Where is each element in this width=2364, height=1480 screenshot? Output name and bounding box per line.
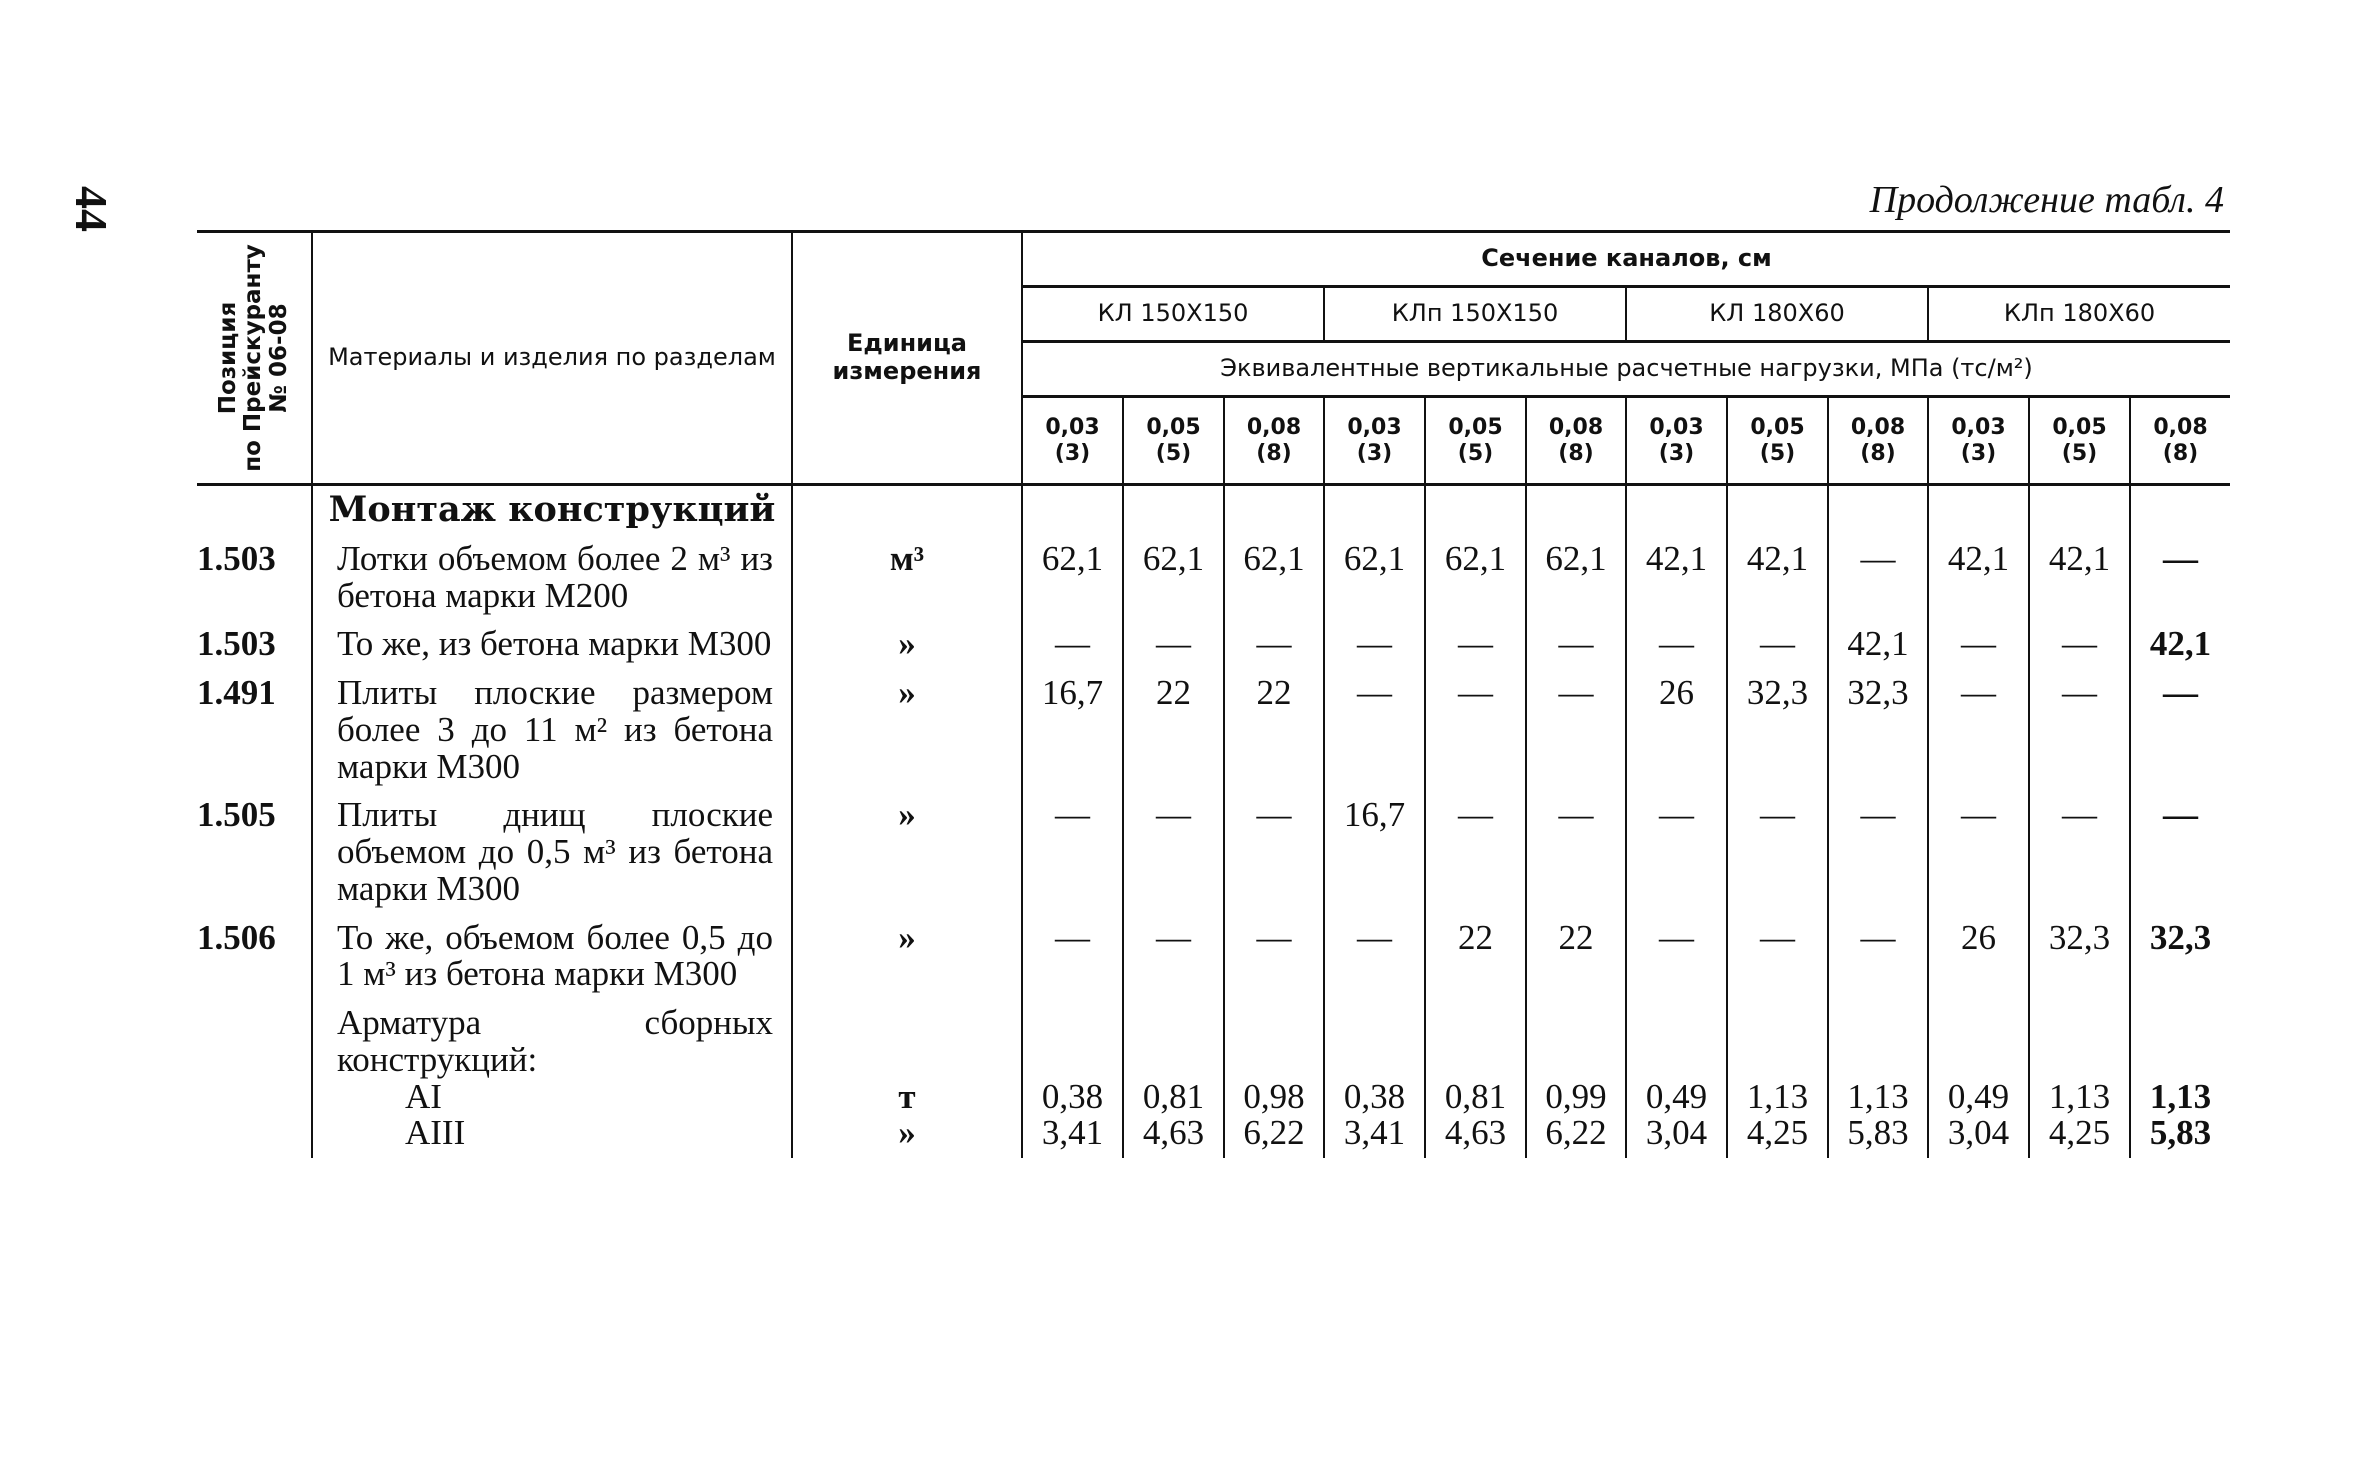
unit-cell: »	[792, 791, 1022, 913]
value-cell: 22	[1425, 914, 1526, 1000]
load-mpa: 0,08	[1548, 415, 1604, 441]
load-value-header	[1123, 397, 1224, 485]
armature-value-cell	[1425, 999, 1526, 1158]
load-mpa: 0,03	[1649, 415, 1704, 441]
channel-type-header: КЛ 180X60	[1626, 287, 1928, 342]
armature-value: 0,38	[1343, 1076, 1406, 1116]
value-cell: 26	[1626, 669, 1727, 791]
value-cell: —	[1727, 791, 1828, 913]
load-value-header	[1727, 397, 1828, 485]
loads-header: Эквивалентные вертикальные расчетные нагрузки, МПа (тс/м²)	[1022, 342, 2230, 397]
load-value-header	[1828, 397, 1928, 485]
table-row	[197, 535, 2230, 621]
materials-table	[197, 230, 2230, 1158]
value-cell: —	[1425, 791, 1526, 913]
load-tc: (3)	[1960, 440, 1997, 466]
value-cell: —	[1324, 620, 1425, 669]
value-cell: 42,1	[2029, 535, 2130, 621]
value-cell: —	[1626, 914, 1727, 1000]
value-cell: —	[1123, 620, 1224, 669]
materials-header: Материалы и изделия по разделам	[312, 232, 792, 485]
value-cell: 32,3	[1727, 669, 1828, 791]
material-description: Плиты плоские размером более 3 до 11 м² из бетона марки М300	[312, 669, 792, 791]
value-cell: 42,1	[1828, 620, 1928, 669]
armature-value: 4,63	[1444, 1113, 1507, 1153]
value-cell: 62,1	[1324, 535, 1425, 621]
armature-value: 6,22	[1243, 1113, 1305, 1153]
value-cell: —	[1828, 914, 1928, 1000]
table-row	[197, 669, 2230, 791]
value-cell: 26	[1928, 914, 2029, 1000]
load-mpa: 0,08	[2153, 415, 2208, 441]
channel-section-header: Сечение каналов, см	[1022, 232, 2230, 287]
load-tc: (8)	[1558, 440, 1594, 466]
armature-item-name: AIII	[405, 1113, 466, 1153]
position-code: 1.503	[197, 624, 276, 664]
position-code: 1.503	[197, 538, 276, 578]
material-description: То же, из бетона марки М300	[312, 620, 792, 669]
load-mpa: 0,08	[1246, 415, 1302, 441]
load-value-header	[1928, 397, 2029, 485]
load-mpa: 0,08	[1850, 415, 1906, 441]
material-description: Плиты днищ плоские объемом до 0,5 м³ из бетона марки М300	[312, 791, 792, 913]
armature-value: 5,83	[1847, 1113, 1909, 1153]
load-mpa: 0,03	[1347, 415, 1402, 441]
value-cell: —	[1123, 914, 1224, 1000]
value-cell: —	[1224, 914, 1324, 1000]
value-cell: 16,7	[1324, 791, 1425, 913]
value-cell: —	[1928, 669, 2029, 791]
load-value-header	[2029, 397, 2130, 485]
armature-value: 3,41	[1343, 1113, 1406, 1153]
channel-type-header: КЛп 180X60	[1928, 287, 2230, 342]
load-tc: (8)	[1860, 440, 1896, 466]
value-cell: 62,1	[1526, 535, 1626, 621]
armature-value-cell	[1324, 999, 1425, 1158]
armature-value-cell	[1526, 999, 1626, 1158]
position-code: 1.505	[197, 795, 276, 835]
armature-value: 4,25	[1746, 1113, 1809, 1153]
armature-value-cell	[2029, 999, 2130, 1158]
load-tc: (5)	[2061, 440, 2098, 466]
load-tc: (3)	[1054, 440, 1091, 466]
position-header-line: Позиция	[215, 301, 242, 415]
armature-value: 0,49	[1645, 1076, 1708, 1116]
load-tc: (5)	[1759, 440, 1796, 466]
load-value-header	[1324, 397, 1425, 485]
value-cell: 32,3	[2029, 914, 2130, 1000]
armature-row	[197, 999, 2230, 1158]
unit-cell: »	[792, 914, 1022, 1000]
armature-value: 1,13	[2048, 1076, 2111, 1116]
position-header-line: по Прейскуранту	[240, 244, 267, 472]
armature-value: 3,41	[1041, 1113, 1104, 1153]
value-cell: —	[1022, 914, 1123, 1000]
position-code: 1.491	[197, 673, 276, 712]
load-mpa: 0,05	[1146, 415, 1201, 441]
armature-value: 1,13	[2149, 1076, 2212, 1116]
value-cell: —	[1526, 669, 1626, 791]
load-mpa: 0,05	[1448, 415, 1503, 441]
value-cell: —	[1324, 669, 1425, 791]
armature-value-cell	[1928, 999, 2029, 1158]
armature-value: 0,38	[1041, 1076, 1104, 1116]
load-value-header	[1526, 397, 1626, 485]
load-tc: (8)	[1256, 440, 1292, 466]
value-cell: —	[2029, 669, 2130, 791]
armature-value: 3,04	[1645, 1113, 1708, 1153]
value-cell: —	[1425, 669, 1526, 791]
channel-type-header: КЛп 150X150	[1324, 287, 1626, 342]
value-cell: —	[2130, 791, 2230, 913]
value-cell: —	[1828, 535, 1928, 621]
value-cell: 22	[1224, 669, 1324, 791]
value-cell: —	[1626, 791, 1727, 913]
load-value-header	[2130, 397, 2230, 485]
position-code: 1.506	[197, 917, 276, 957]
armature-value-cell	[1626, 999, 1727, 1158]
load-mpa: 0,03	[1045, 415, 1100, 441]
armature-value: 4,63	[1142, 1113, 1205, 1153]
value-cell: —	[1022, 620, 1123, 669]
value-cell: —	[1123, 791, 1224, 913]
unit-cell: »	[792, 620, 1022, 669]
armature-value: 1,13	[1746, 1076, 1809, 1116]
table-header	[197, 232, 2230, 485]
value-cell: —	[1928, 620, 2029, 669]
value-cell: 42,1	[1626, 535, 1727, 621]
load-value-header	[1022, 397, 1123, 485]
value-cell: —	[1727, 620, 1828, 669]
armature-unit: т	[898, 1076, 916, 1116]
value-cell: —	[1022, 791, 1123, 913]
armature-value-cell	[1123, 999, 1224, 1158]
value-cell: 62,1	[1425, 535, 1526, 621]
channel-type-header: КЛ 150X150	[1022, 287, 1324, 342]
armature-value: 0,81	[1142, 1076, 1205, 1116]
armature-value: 6,22	[1545, 1113, 1607, 1153]
value-cell: —	[1425, 620, 1526, 669]
value-cell: 42,1	[1727, 535, 1828, 621]
value-cell: —	[1526, 791, 1626, 913]
value-cell: 62,1	[1224, 535, 1324, 621]
value-cell: 22	[1526, 914, 1626, 1000]
value-cell: —	[1626, 620, 1727, 669]
armature-value: 0,98	[1243, 1076, 1305, 1116]
armature-unit: »	[898, 1113, 916, 1153]
value-cell: —	[1224, 620, 1324, 669]
value-cell: —	[1224, 791, 1324, 913]
material-description: То же, объемом более 0,5 до 1 м³ из бетона марки М300	[312, 914, 792, 1000]
load-mpa: 0,05	[2052, 415, 2107, 441]
section-title: Монтаж конструкций	[312, 485, 792, 535]
value-cell: 42,1	[1928, 535, 2029, 621]
unit-cell: »	[792, 669, 1022, 791]
material-description: Лотки объемом более 2 м³ из бетона марки М200	[312, 535, 792, 621]
load-tc: (5)	[1457, 440, 1494, 466]
load-mpa: 0,05	[1750, 415, 1805, 441]
armature-item-name: AI	[405, 1076, 442, 1116]
value-cell: —	[2130, 535, 2230, 621]
position-header-line: № 06-08	[265, 303, 292, 413]
value-cell: 32,3	[2130, 914, 2230, 1000]
load-tc: (3)	[1658, 440, 1695, 466]
table-row	[197, 914, 2230, 1000]
value-cell: —	[1727, 914, 1828, 1000]
page-number: 44	[66, 186, 117, 232]
armature-value: 4,25	[2048, 1113, 2111, 1153]
table-continuation-caption: Продолжение табл. 4	[1869, 179, 2224, 221]
armature-title: Арматура сборных конструкций:	[337, 1003, 773, 1079]
unit-cell: м³	[792, 535, 1022, 621]
load-mpa: 0,03	[1951, 415, 2006, 441]
load-value-header	[1224, 397, 1324, 485]
load-value-header	[1425, 397, 1526, 485]
value-cell: —	[2029, 620, 2130, 669]
armature-value: 1,13	[1847, 1076, 1909, 1116]
armature-value: 0,49	[1947, 1076, 2010, 1116]
armature-value-cell	[1022, 999, 1123, 1158]
value-cell: —	[1526, 620, 1626, 669]
load-value-header	[1626, 397, 1727, 485]
armature-value: 0,99	[1545, 1076, 1607, 1116]
armature-value: 0,81	[1444, 1076, 1507, 1116]
value-cell: —	[1828, 791, 1928, 913]
armature-value-cell	[1727, 999, 1828, 1158]
value-cell: —	[2029, 791, 2130, 913]
armature-value: 3,04	[1947, 1113, 2010, 1153]
value-cell: 62,1	[1123, 535, 1224, 621]
value-cell: 16,7	[1022, 669, 1123, 791]
position-header	[197, 232, 312, 485]
armature-value-cell	[1828, 999, 1928, 1158]
table-row	[197, 791, 2230, 913]
load-tc: (8)	[2162, 440, 2199, 466]
armature-description	[312, 999, 792, 1158]
value-cell: —	[2130, 669, 2230, 791]
load-tc: (5)	[1155, 440, 1192, 466]
value-cell: —	[1928, 791, 2029, 913]
table-row	[197, 620, 2230, 669]
armature-unit-cell	[792, 999, 1022, 1158]
unit-header: Единица измерения	[792, 232, 1022, 485]
armature-value: 5,83	[2149, 1113, 2212, 1153]
armature-value-cell	[1224, 999, 1324, 1158]
value-cell: 62,1	[1022, 535, 1123, 621]
value-cell: —	[1324, 914, 1425, 1000]
value-cell: 32,3	[1828, 669, 1928, 791]
value-cell: 22	[1123, 669, 1224, 791]
armature-value-cell	[2130, 999, 2230, 1158]
load-tc: (3)	[1356, 440, 1393, 466]
value-cell: 42,1	[2130, 620, 2230, 669]
